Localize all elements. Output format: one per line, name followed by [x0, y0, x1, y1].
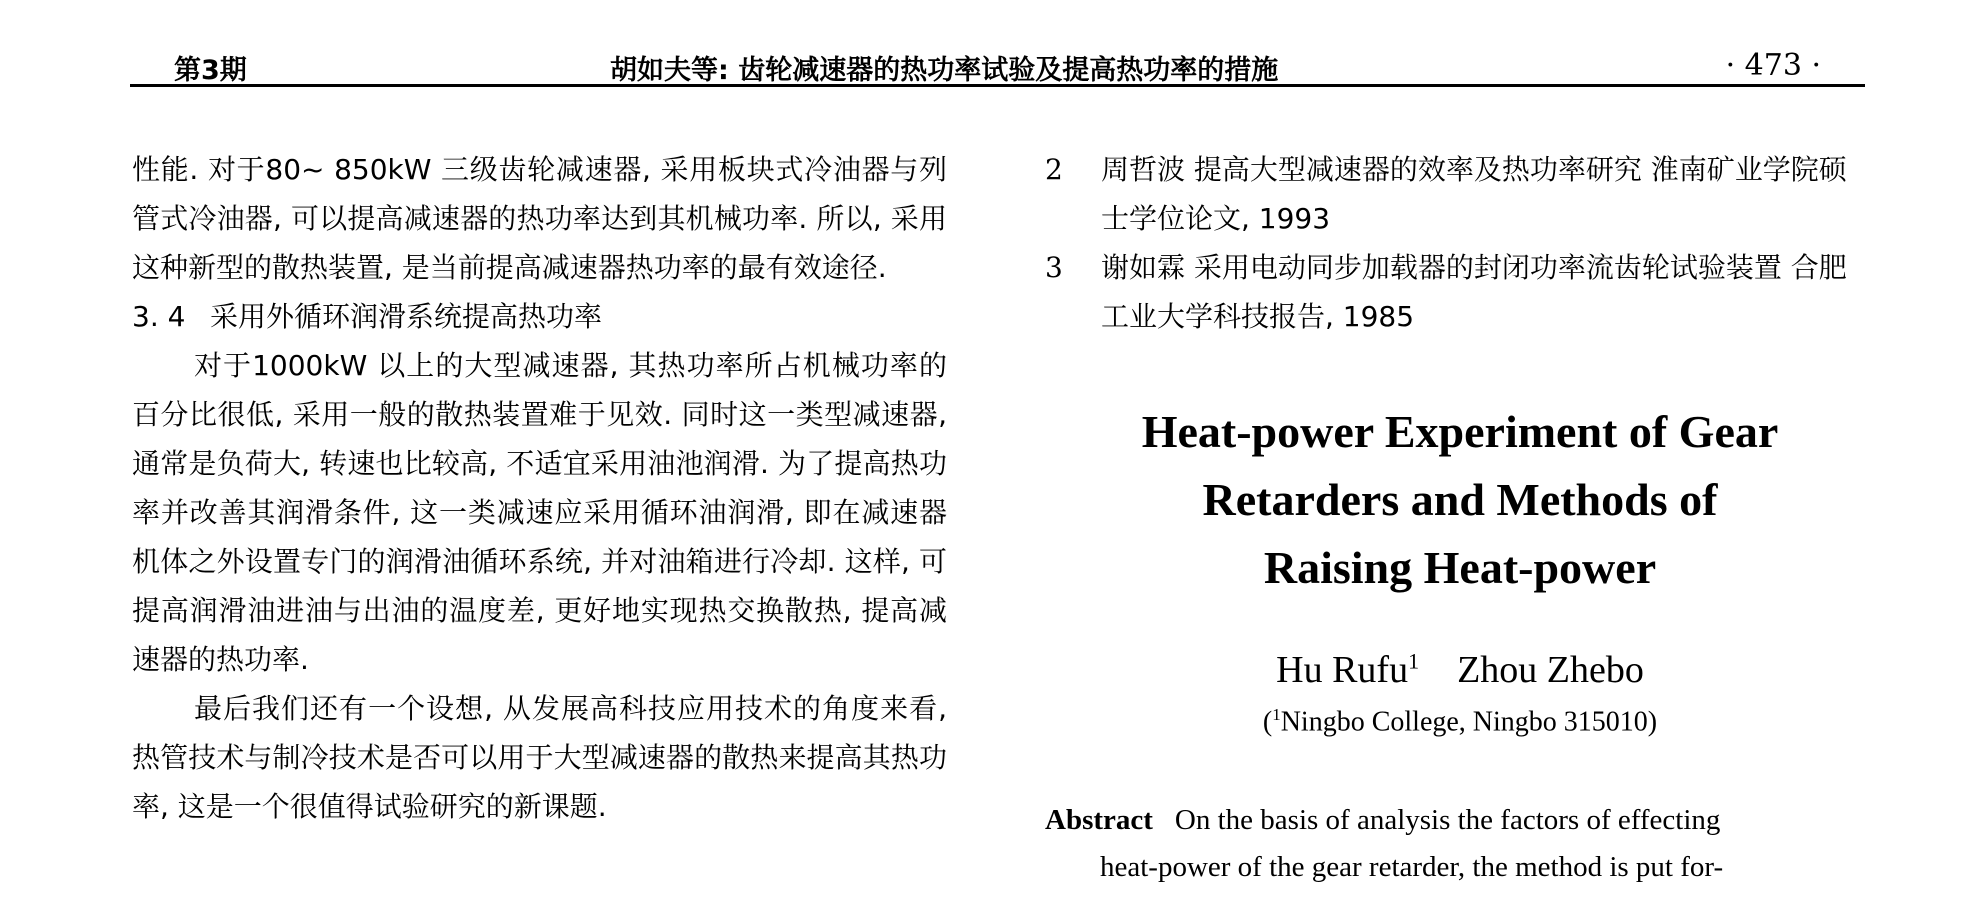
author-affiliation-mark: 1: [1408, 648, 1420, 674]
author-name: Hu Rufu: [1276, 649, 1409, 691]
paragraph-external-lubrication: 对于1000kW 以上的大型减速器, 其热功率所占机械功率的百分比很低, 采用一般的散热装置难于见效. 同时这一类型减速器, 通常是负荷大, 转速也比较高, 不适宜采用油池润滑. 为了提高热功率并改善其润滑条件, 这一类减速应采用循环油润滑, 即在减速器机体之外设置专门的润滑油循环系统, 并对油箱进行冷却. 这样, 可提高润滑油进油与出油的温度差, 更好地实现热交换散热, 提高减速器的热功率.: [132, 349, 947, 676]
section-number: 3. 4: [132, 300, 186, 333]
author-line: [1050, 648, 1870, 692]
reference-list: [1045, 145, 1865, 341]
abstract-label: Abstract: [1045, 804, 1153, 836]
section-title: 采用外循环润滑系统提高热功率: [210, 300, 603, 333]
left-column-body: [132, 145, 947, 831]
abstract-line: [1045, 797, 1865, 844]
affiliation-text: Ningbo College, Ningbo 315010: [1280, 706, 1648, 738]
section-heading: [132, 292, 947, 341]
title-line: Raising Heat-power: [1263, 542, 1657, 593]
title-line: Heat-power Experiment of Gear: [1141, 406, 1779, 457]
reference-item: [1045, 145, 1865, 243]
paragraph-final-idea: 最后我们还有一个设想, 从发展高科技应用技术的角度来看, 热管技术与制冷技术是否可以用于大型减速器的散热来提高其热功率, 这是一个很值得试验研究的新课题.: [132, 692, 947, 823]
reference-number: 3: [1045, 251, 1063, 284]
english-title: [1050, 398, 1870, 602]
reference-number: 2: [1045, 153, 1063, 186]
affiliation: ($^1$Ningbo College, Ningbo 315010): [1262, 705, 1658, 738]
reference-text: 周哲波 提高大型减速器的效率及热功率研究 淮南矿业学院硕士学位论文, 1993: [1101, 153, 1847, 235]
paragraph-continued: 性能. 对于80~ 850kW 三级齿轮减速器, 采用板块式冷油器与列管式冷油器, 可以提高减速器的热功率达到其机械功率. 所以, 采用这种新型的散热装置, 是当前提高减速器热功率的最有效途径.: [132, 153, 947, 284]
author-name: Zhou Zhebo: [1457, 649, 1644, 691]
abstract-text: On the basis of analysis the factors of effecting: [1174, 804, 1721, 836]
page-header: [130, 38, 1865, 87]
issue-number: 第3期: [174, 55, 247, 86]
running-title: 胡如夫等: 齿轮减速器的热功率试验及提高热功率的措施: [610, 55, 1279, 86]
abstract-text-continued: heat-power of the gear retarder, the method is put for-: [1100, 851, 1724, 883]
affiliation-mark: 1: [1272, 705, 1281, 724]
reference-item: [1045, 243, 1865, 341]
page-number: · 473 ·: [1725, 48, 1821, 83]
english-abstract: [1045, 797, 1865, 891]
title-line: Retarders and Methods of: [1202, 474, 1718, 525]
reference-text: 谢如霖 采用电动同步加载器的封闭功率流齿轮试验装置 合肥工业大学科技报告, 1985: [1101, 251, 1847, 333]
